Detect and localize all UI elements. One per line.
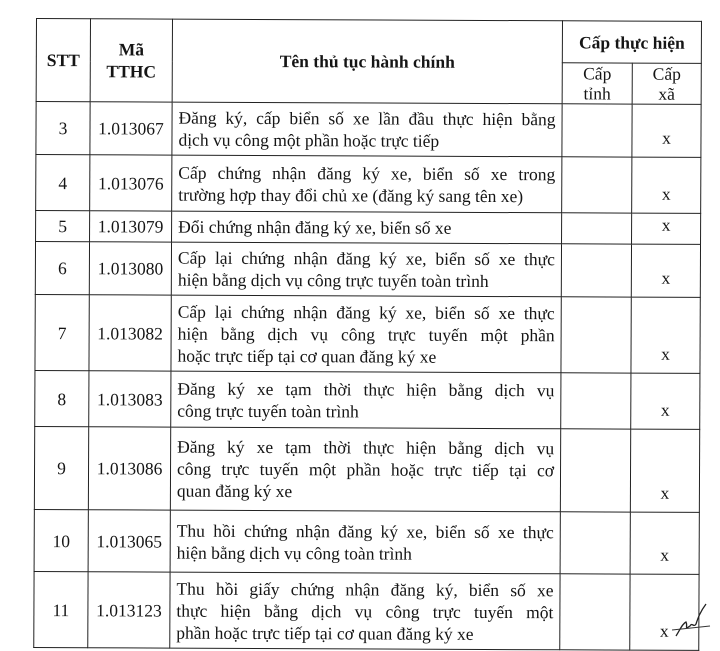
table-row [36,155,701,214]
cap-xa-cell: x [630,429,699,512]
table-row [34,426,699,512]
cap-xa-cell: x [631,244,700,297]
procedure-name-line: hoặc trực tiếp tại cơ quan đăng ký xe [177,345,437,367]
header-ma-line2: TTHC [106,61,157,82]
table-row [35,294,700,373]
table-row [35,370,700,429]
cap-tinh-cell [560,574,630,650]
table-row [34,571,699,650]
procedure-name-cell [172,155,562,213]
signature-initials [672,600,712,640]
procedure-name-line: hiện bằng dịch vụ công trực tuyến một phần [177,323,555,345]
header-stt: STT [36,19,90,102]
header-ma-line1: Mã [118,39,145,60]
procedure-name-line: quan đăng ký xe [176,480,293,502]
stt-cell: 9 [34,426,88,509]
cap-xa-cell: x [631,297,700,373]
cap-tinh-cell [561,244,631,297]
stt-cell: 8 [35,370,89,426]
cap-tinh-cell [560,429,630,512]
header-ma-tthc [90,19,172,102]
stt-cell: 4 [36,155,90,211]
table-row [34,509,699,574]
cap-tinh-cell [561,297,631,373]
procedure-name-line: dịch vụ công một phần hoặc trực tiếp [178,129,440,151]
procedure-name-cell [170,427,560,512]
procedure-name-cell [172,102,562,157]
procedure-name-line: Đăng ký xe tạm thời thực hiện bằng dịch vụ [177,436,555,459]
procedure-name-line: hiện bằng dịch vụ công toàn trình [176,542,412,564]
procedure-name-line: Thu hồi chứng nhận đăng ký xe, biển số xe thực [176,520,554,542]
procedure-name-line: Cấp lại chứng nhận đăng ký xe, biển số xe thực [177,301,555,323]
ma-tthc-cell: 1.013076 [90,155,172,211]
cap-xa-cell: x [632,157,701,213]
header-ten-thu-tuc: Tên thủ tục hành chính [172,19,562,104]
procedure-name-line: công trực tuyến toàn trình [177,400,359,421]
stt-cell: 10 [34,509,88,571]
procedure-name-line: Cấp lại chứng nhận đăng ký xe, biển số xe thực [177,247,555,270]
procedure-name-line: Thu hồi giấy chứng nhận đăng ký, biển số xe [176,578,554,600]
cap-tinh-cell [561,373,631,429]
cap-tinh-cell [562,213,632,244]
procedure-name-cell [170,510,560,574]
procedure-name-line: hiện bằng dịch vụ công trực tuyến toàn trình [177,269,489,291]
procedures-table [33,18,702,651]
procedure-name-line: Đăng ký, cấp biển số xe lần đầu thực hiện bằng [178,107,556,130]
ma-tthc-cell: 1.013079 [90,211,172,242]
ma-tthc-cell: 1.013083 [89,371,171,427]
table-row [36,211,701,245]
stt-cell: 6 [35,242,89,295]
procedure-name-cell [171,242,561,297]
header-cap-xa-line1: Cấp [652,63,681,84]
procedure-name-line: trường hợp thay đổi chủ xe (đăng ký sang tên xe) [178,184,524,206]
table-row [35,242,700,298]
procedure-name-line: phần hoặc trực tiếp tại cơ quan đăng ký xe [176,622,474,644]
procedure-name-cell [171,295,561,373]
ma-tthc-cell: 1.013065 [88,510,170,572]
header-cap-xa [632,63,701,104]
ma-tthc-cell: 1.013080 [89,242,171,295]
procedure-name-line: Cấp chứng nhận đăng ký xe, biển số xe trong [178,162,556,184]
stt-cell: 11 [34,571,88,647]
procedure-name-line: Đổi chứng nhận đăng ký xe, biển số xe [178,216,452,238]
header-cap-thuc-hien: Cấp thực hiện [562,21,701,64]
procedure-name-cell [171,371,561,429]
header-cap-tinh-line1: Cấp [583,63,612,84]
cap-xa-cell: x [630,574,699,650]
cap-xa-cell: x [630,512,699,574]
table-row [36,102,701,158]
cap-xa-cell: x [632,213,701,244]
ma-tthc-cell: 1.013123 [88,572,170,648]
procedure-name-line: Đăng ký xe tạm thời thực hiện bằng dịch vụ [177,378,555,400]
procedure-name-line: thực hiện bằng dịch vụ công trực tuyến một [176,600,554,622]
cap-tinh-cell [562,157,632,213]
header-cap-xa-line2: xã [658,83,675,104]
cap-tinh-cell [562,104,632,157]
stt-cell: 3 [36,102,90,155]
cap-xa-cell: x [631,373,700,429]
stt-cell: 5 [36,211,90,242]
stt-cell: 7 [35,294,89,370]
procedure-name-line: công trực tuyến một phần hoặc trực tiếp tại cơ [176,458,555,481]
ma-tthc-cell: 1.013082 [89,295,171,371]
ma-tthc-cell: 1.013067 [90,102,172,155]
procedure-name-cell [170,572,560,650]
ma-tthc-cell: 1.013086 [88,427,170,510]
cap-tinh-cell [560,512,630,574]
cap-xa-cell: x [632,104,701,157]
procedure-name-cell [172,211,562,244]
header-cap-tinh-line2: tỉnh [583,83,611,104]
header-cap-tinh [562,63,632,104]
